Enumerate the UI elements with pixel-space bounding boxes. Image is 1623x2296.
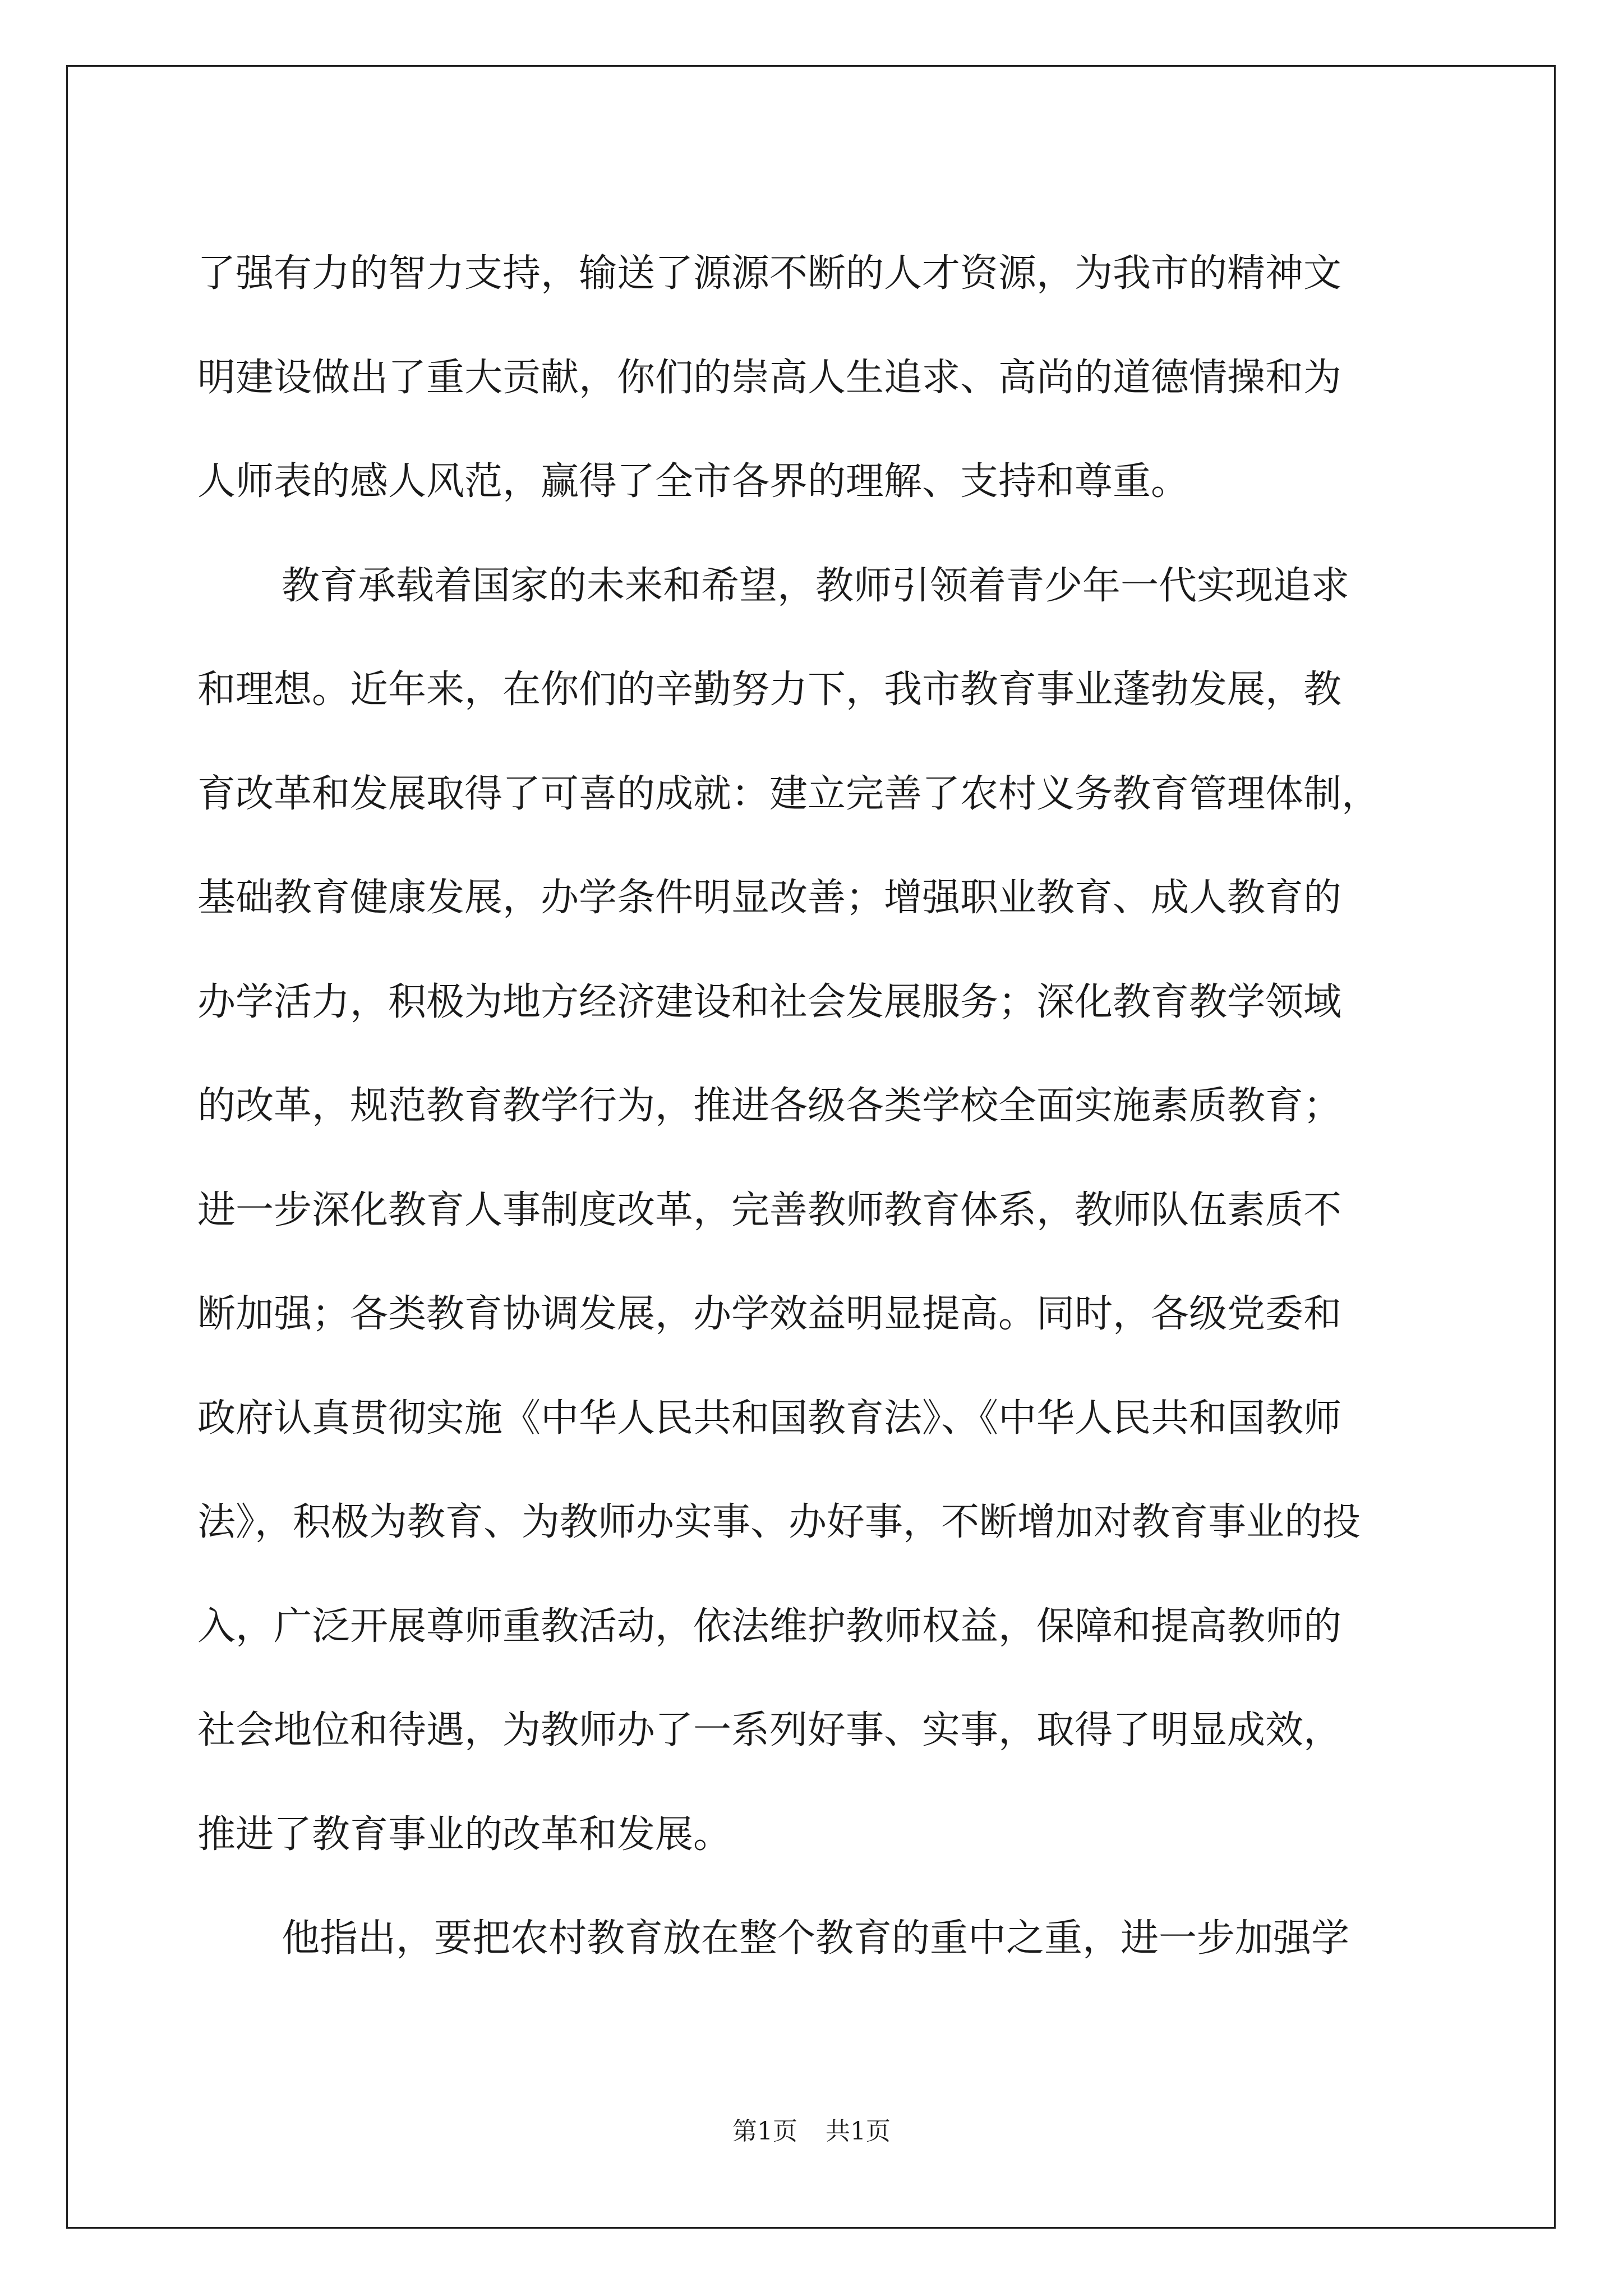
- text-line: 教育承载着国家的未来和希望，教师引领着青少年一代实现追求: [282, 563, 1350, 608]
- page-footer: [0, 2115, 1623, 2148]
- text-line: 育改革和发展取得了可喜的成就：建立完善了农村义务教育管理体制，: [197, 771, 1380, 816]
- text-line: 政府认真贯彻实施《中华人民共和国教育法》、《中华人民共和国教师: [197, 1396, 1342, 1441]
- text-line: 推进了教育事业的改革和发展。: [197, 1812, 732, 1857]
- text-line: 断加强；各类教育协调发展，办学效益明显提高。同时，各级党委和: [197, 1292, 1342, 1336]
- page-total: 共1页: [826, 2117, 891, 2146]
- page-number: 第1页: [732, 2117, 797, 2146]
- text-line: 明建设做出了重大贡献，你们的崇高人生追求、高尚的道德情操和为: [197, 355, 1342, 400]
- text-line: 社会地位和待遇，为教师办了一系列好事、实事，取得了明显成效，: [197, 1708, 1342, 1752]
- text-line: 办学活力，积极为地方经济建设和社会发展服务；深化教育教学领域: [197, 979, 1342, 1024]
- text-line: 入，广泛开展尊师重教活动，依法维护教师权益，保障和提高教师的: [197, 1604, 1342, 1649]
- text-line: 的改革，规范教育教学行为，推进各级各类学校全面实施素质教育；: [197, 1084, 1342, 1128]
- text-line: 进一步深化教育人事制度改革，完善教师教育体系，教师队伍素质不: [197, 1188, 1342, 1232]
- document-body: [197, 222, 1487, 1991]
- text-line: 基础教育健康发展，办学条件明显改善；增强职业教育、成人教育的: [197, 876, 1342, 920]
- text-line: 他指出，要把农村教育放在整个教育的重中之重，进一步加强学: [282, 1916, 1350, 1961]
- text-line: 了强有力的智力支持，输送了源源不断的人才资源，为我市的精神文: [197, 251, 1342, 296]
- text-line: 和理想。近年来，在你们的辛勤努力下，我市教育事业蓬勃发展，教: [197, 668, 1342, 712]
- text-line: 人师表的感人风范，赢得了全市各界的理解、支持和尊重。: [197, 459, 1189, 504]
- text-line: 法》，积极为教育、为教师办实事、办好事，不断增加对教育事业的投: [197, 1500, 1361, 1544]
